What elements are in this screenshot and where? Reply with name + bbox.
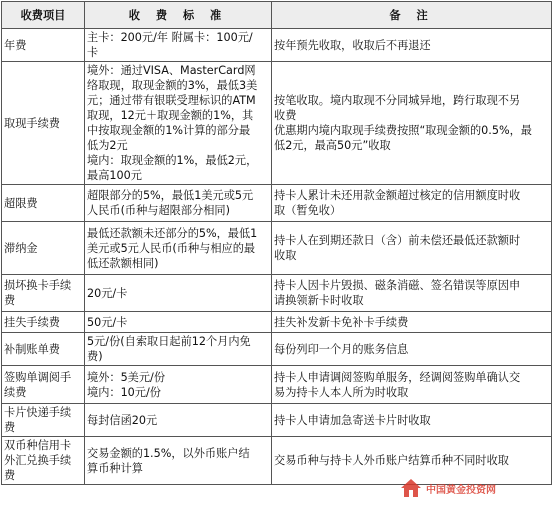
table-row — [2, 275, 552, 312]
fee-item-cell — [2, 222, 85, 275]
fee-note-line: 每份列印一个月的账务信息 — [274, 342, 409, 356]
fee-standard-line: 低为2元 — [87, 139, 128, 152]
fee-note-line: 持卡人在到期还款日（含）前未偿还最低还款额时 — [274, 234, 521, 247]
header-item — [2, 2, 85, 29]
fee-note-line: 持卡人累计未还用款金额超过核定的信用额度时收 — [274, 189, 521, 202]
fee-standard-line: 络取现，取现金额的3%，最低3美 — [87, 79, 258, 92]
fee-standard-line: 美元或5元人民币(币种与相应的最 — [87, 241, 256, 255]
fee-standard-line: 人民币(币种与超限部分相同) — [87, 204, 230, 217]
header-note — [272, 2, 552, 29]
fee-item-cell — [2, 333, 85, 366]
table-body — [2, 29, 552, 485]
fee-item-label: 签购单调阅手续费 — [4, 370, 72, 399]
fee-standard-line: 境内：10元/份 — [87, 385, 161, 399]
fee-note-cell — [272, 222, 552, 275]
fee-item-cell — [2, 29, 85, 62]
header-row — [2, 2, 552, 29]
table-row — [2, 404, 552, 437]
fee-item-label: 滞纳金 — [4, 241, 38, 255]
fee-standard-line: 主卡：200元/年 附属卡：100元/ — [87, 31, 253, 44]
fee-note-cell — [272, 404, 552, 437]
fee-note-cell — [272, 185, 552, 222]
fee-standard-line: 50元/卡 — [87, 315, 128, 329]
fee-item-label: 卡片快递手续费 — [4, 406, 72, 434]
fee-standard-cell — [85, 222, 272, 275]
header-note-label: 备 注 — [389, 8, 434, 22]
fee-standard-line: 每封信函20元 — [87, 413, 158, 427]
table-row — [2, 333, 552, 366]
fee-standard-line: 5元/份(自索取日起前12个月内免 — [87, 335, 251, 348]
fee-standard-line: 中按取现金额的1%计算的部分最 — [87, 124, 251, 137]
fee-note-line: 取（暂免收） — [274, 204, 342, 217]
fee-note-line: 请换领新卡时收取 — [274, 294, 364, 307]
fee-standard-line: 境外：通过VISA、MasterCard网 — [87, 64, 256, 77]
fee-standard-line: 境内：取现金额的1%，最低2元， — [87, 154, 258, 167]
fee-item-label: 双币种信用卡外汇兑换手续费 — [4, 439, 72, 482]
fee-item-label: 取现手续费 — [4, 116, 60, 130]
fee-standard-cell — [85, 404, 272, 437]
fee-note-cell — [272, 312, 552, 333]
fee-note-line: 按笔收取。境内取现不分同城异地，跨行取现不另 — [274, 94, 521, 107]
table-row — [2, 185, 552, 222]
fee-standard-line: 最高100元 — [87, 169, 142, 182]
fee-note-cell — [272, 333, 552, 366]
fee-item-label: 年费 — [4, 38, 27, 52]
header-standard — [85, 2, 272, 29]
watermark-text: 中国黄金投资网 — [426, 484, 496, 496]
fee-standard-line: 费) — [87, 350, 103, 363]
fee-note-line: 持卡人因卡片毁损、磁条消磁、签名错误等原因申 — [274, 279, 521, 292]
fee-standard-cell — [85, 437, 272, 485]
fee-note-line: 持卡人申请加急寄送卡片时收取 — [274, 413, 431, 427]
fee-standard-cell — [85, 29, 272, 62]
table-row — [2, 312, 552, 333]
fee-note-line: 挂失补发新卡免补卡手续费 — [274, 315, 409, 329]
fee-item-cell — [2, 275, 85, 312]
table-row — [2, 62, 552, 185]
table-row — [2, 366, 552, 404]
fee-standard-cell — [85, 366, 272, 404]
fee-table — [1, 1, 552, 485]
fee-item-cell — [2, 404, 85, 437]
fee-standard-line: 元；通过带有银联受理标识的ATM — [87, 94, 256, 107]
fee-note-line: 易为持卡人本人所为时收取 — [274, 385, 409, 399]
fee-standard-line: 最低还款额未还部分的5%，最低1 — [87, 226, 258, 240]
fee-item-cell — [2, 62, 85, 185]
fee-standard-line: 境外：5美元/份 — [87, 370, 166, 384]
table-header — [2, 2, 552, 29]
fee-item-cell — [2, 437, 85, 485]
table-row — [2, 222, 552, 275]
fee-standard-cell — [85, 333, 272, 366]
fee-note-line: 优惠期内境内取现手续费按照“取现金额的0.5%，最 — [274, 124, 532, 137]
fee-item-label: 挂失手续费 — [4, 315, 60, 329]
fee-standard-line: 卡 — [87, 46, 99, 59]
fee-note-cell — [272, 275, 552, 312]
fee-standard-cell — [85, 185, 272, 222]
fee-standard-line: 20元/卡 — [87, 286, 128, 300]
fee-note-cell — [272, 62, 552, 185]
table-row — [2, 29, 552, 62]
fee-standard-cell — [85, 275, 272, 312]
fee-item-cell — [2, 312, 85, 333]
fee-item-label: 补制账单费 — [4, 342, 60, 356]
site-watermark — [400, 473, 550, 503]
fee-item-cell — [2, 185, 85, 222]
fee-standard-line: 算币种计算 — [87, 461, 143, 475]
header-standard-label: 收 费 标 准 — [128, 8, 228, 22]
fee-item-label: 损坏换卡手续费 — [4, 279, 72, 307]
header-item-label: 收费项目 — [20, 8, 66, 22]
fee-note-line: 低2元，最高50元”收取 — [274, 139, 391, 152]
fee-note-line: 收费 — [274, 109, 297, 122]
fee-standard-line: 取现，12元＋取现金额的1%，其 — [87, 109, 254, 122]
house-logo-icon — [400, 477, 422, 499]
fee-note-line: 持卡人申请调阅签购单服务，经调阅签购单确认交 — [274, 370, 521, 384]
fee-standard-line: 交易金额的1.5%，以外币账户结 — [87, 446, 250, 460]
fee-standard-line: 低还款额相同) — [87, 256, 159, 270]
fee-note-cell — [272, 29, 552, 62]
fee-standard-line: 超限部分的5%，最低1美元或5元 — [87, 189, 254, 202]
fee-item-label: 超限费 — [4, 196, 38, 210]
fee-standard-cell — [85, 62, 272, 185]
fee-note-line: 交易币种与持卡人外币账户结算币种不同时收取 — [274, 454, 509, 467]
fee-note-line: 收取 — [274, 249, 297, 262]
fee-standard-cell — [85, 312, 272, 333]
fee-item-cell — [2, 366, 85, 404]
fee-note-line: 按年预先收取，收取后不再退还 — [274, 38, 431, 52]
fee-note-cell — [272, 366, 552, 404]
